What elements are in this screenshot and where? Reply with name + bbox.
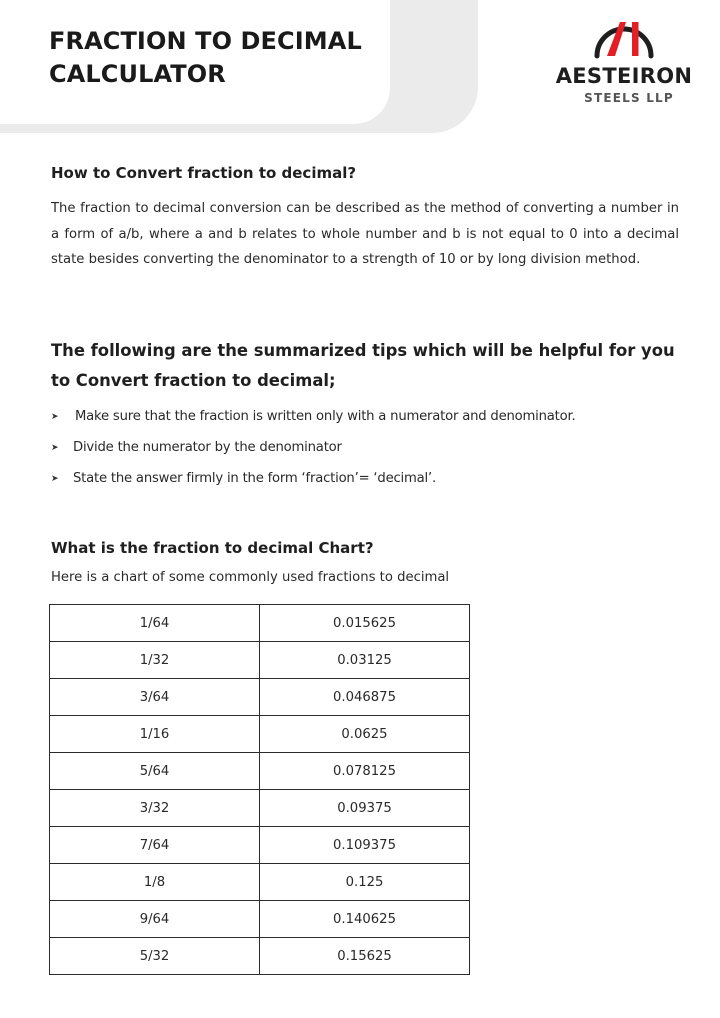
table-row	[50, 605, 470, 642]
fraction-cell: 3/32	[50, 790, 260, 827]
decimal-cell: 0.015625	[260, 605, 470, 642]
tips-list	[51, 401, 691, 494]
fraction-cell: 1/16	[50, 716, 260, 753]
arrowhead-bullet-icon: ➤	[51, 442, 59, 453]
company-logo	[548, 10, 700, 110]
section-heading-tips: The following are the summarized tips which will be helpful for you to Convert fraction to decimal;	[51, 341, 675, 390]
tip-text: Make sure that the fraction is written only with a numerator and denominator.	[75, 409, 576, 424]
list-item	[51, 401, 691, 432]
fraction-cell: 3/64	[50, 679, 260, 716]
aesteiron-logo-mark-icon	[589, 10, 659, 62]
tip-text: Divide the numerator by the denominator	[73, 440, 342, 455]
list-item	[51, 463, 691, 494]
fraction-cell: 5/64	[50, 753, 260, 790]
table-row	[50, 716, 470, 753]
table-row	[50, 790, 470, 827]
list-item	[51, 432, 691, 463]
decimal-cell: 0.078125	[260, 753, 470, 790]
decimal-cell: 0.15625	[260, 938, 470, 975]
how-to-convert-paragraph: The fraction to decimal conversion can be described as the method of converting a number in a form of a/b, where a and b relates to whole number and b is not equal to 0 into a decimal state besides converting the denominator to a strength of 10 or by long division method.	[51, 201, 679, 268]
fraction-cell: 7/64	[50, 827, 260, 864]
chart-lead-text: Here is a chart of some commonly used fractions to decimal	[51, 570, 450, 585]
table-row	[50, 938, 470, 975]
fraction-cell: 1/32	[50, 642, 260, 679]
section-heading-chart: What is the fraction to decimal Chart?	[51, 539, 374, 557]
logo-wordmark: AESTEIRON	[555, 64, 693, 88]
arrowhead-bullet-icon: ➤	[51, 411, 59, 422]
decimal-cell: 0.0625	[260, 716, 470, 753]
table-row	[50, 642, 470, 679]
arrowhead-bullet-icon: ➤	[51, 473, 59, 484]
table-row	[50, 753, 470, 790]
fraction-cell: 1/64	[50, 605, 260, 642]
fraction-cell: 5/32	[50, 938, 260, 975]
section-heading-how-to-convert: How to Convert fraction to decimal?	[51, 164, 357, 182]
fraction-cell: 9/64	[50, 901, 260, 938]
fraction-decimal-table	[49, 604, 470, 975]
tip-text: State the answer firmly in the form ‘fraction’= ‘decimal’.	[73, 471, 436, 486]
table-row	[50, 679, 470, 716]
logo-subtitle: STEELS LLP	[584, 91, 674, 105]
table-row	[50, 864, 470, 901]
fraction-cell: 1/8	[50, 864, 260, 901]
decimal-cell: 0.046875	[260, 679, 470, 716]
header-card	[0, 0, 390, 124]
table-row	[50, 901, 470, 938]
decimal-cell: 0.109375	[260, 827, 470, 864]
page-title: FRACTION TO DECIMAL CALCULATOR	[49, 27, 362, 88]
decimal-cell: 0.03125	[260, 642, 470, 679]
table-row	[50, 827, 470, 864]
decimal-cell: 0.140625	[260, 901, 470, 938]
decimal-cell: 0.09375	[260, 790, 470, 827]
decimal-cell: 0.125	[260, 864, 470, 901]
